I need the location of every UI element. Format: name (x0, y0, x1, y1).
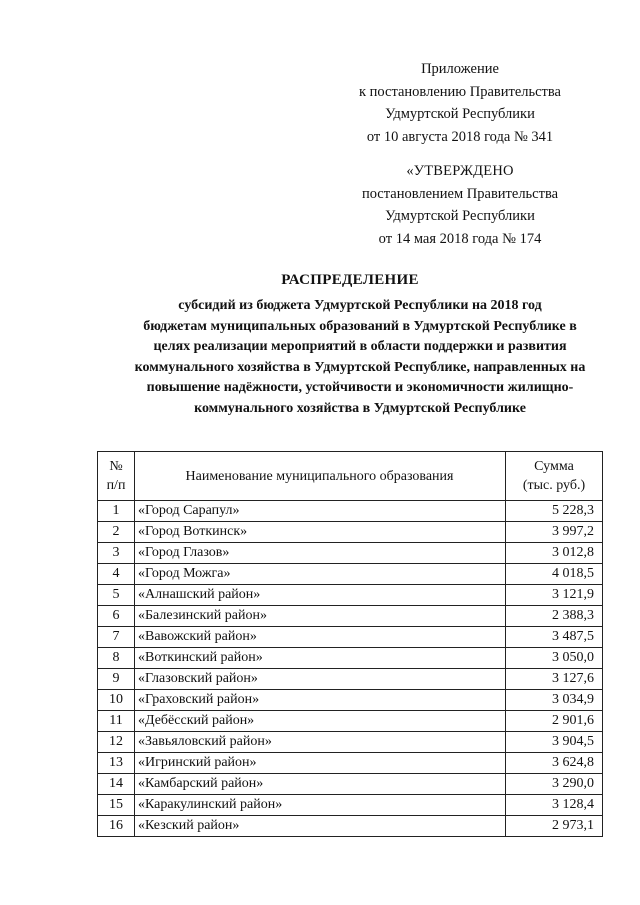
header-sum-unit: (тыс. руб.) (522, 478, 586, 493)
row-number: 3 (98, 543, 135, 564)
row-municipality: «Город Воткинск» (135, 522, 506, 543)
row-number: 11 (98, 711, 135, 732)
row-municipality: «Воткинский район» (135, 648, 506, 669)
row-number: 2 (98, 522, 135, 543)
row-municipality: «Граховский район» (135, 690, 506, 711)
subtitle-line: коммунального хозяйства в Удмуртской Республике (194, 400, 526, 416)
table-row (98, 753, 603, 774)
header-sum-label: Сумма (534, 459, 574, 474)
approved-line: от 14 мая 2018 года № 174 (378, 230, 542, 247)
row-number: 8 (98, 648, 135, 669)
appendix-line: Приложение (421, 61, 499, 77)
appendix-line: Удмуртской Республики (385, 106, 535, 122)
row-municipality: «Город Глазов» (135, 543, 506, 564)
row-number: 6 (98, 606, 135, 627)
table-row (98, 564, 603, 585)
row-municipality: «Балезинский район» (135, 606, 506, 627)
row-sum: 3 012,8 (506, 543, 603, 564)
table-row (98, 522, 603, 543)
row-number: 10 (98, 690, 135, 711)
row-sum: 2 388,3 (506, 606, 603, 627)
approved-line: постановлением Правительства (361, 185, 559, 202)
distribution-table (97, 451, 603, 837)
subtitle-line: субсидий из бюджета Удмуртской Республики на 2018 год (178, 298, 542, 313)
row-municipality: «Алнашский район» (135, 585, 506, 606)
row-sum: 3 127,6 (506, 669, 603, 690)
row-sum: 3 128,4 (506, 795, 603, 816)
subtitle-line: коммунального хозяйства в Удмуртской Республике, направленных на (134, 359, 586, 375)
header-sum (506, 452, 603, 501)
row-number: 16 (98, 816, 135, 837)
table-row (98, 648, 603, 669)
row-number: 14 (98, 774, 135, 795)
table-row (98, 732, 603, 753)
row-sum: 3 997,2 (506, 522, 603, 543)
row-municipality: «Камбарский район» (135, 774, 506, 795)
row-number: 9 (98, 669, 135, 690)
row-number: 7 (98, 627, 135, 648)
approved-line: «УТВЕРЖДЕНО (406, 163, 514, 179)
table-row (98, 711, 603, 732)
row-municipality: «Дебёсский район» (135, 711, 506, 732)
subtitle-line: бюджетам муниципальных образований в Удмуртской Республике в (143, 318, 577, 334)
row-number: 5 (98, 585, 135, 606)
row-sum: 3 290,0 (506, 774, 603, 795)
row-municipality: «Город Можга» (135, 564, 506, 585)
table-row (98, 543, 603, 564)
row-sum: 5 228,3 (506, 501, 603, 522)
row-number: 4 (98, 564, 135, 585)
row-sum: 3 034,9 (506, 690, 603, 711)
row-sum: 3 121,9 (506, 585, 603, 606)
row-sum: 3 487,5 (506, 627, 603, 648)
header-municipality: Наименование муниципального образования (135, 452, 506, 501)
row-number: 13 (98, 753, 135, 774)
approval-stamp-block (340, 160, 580, 250)
table-row (98, 795, 603, 816)
subtitle-line: повышение надёжности, устойчивости и экономичности жилищно- (146, 380, 574, 395)
appendix-line: от 10 августа 2018 года № 341 (366, 128, 554, 145)
row-sum: 2 973,1 (506, 816, 603, 837)
row-number: 12 (98, 732, 135, 753)
row-municipality: «Игринский район» (135, 753, 506, 774)
table-row (98, 669, 603, 690)
table-row (98, 501, 603, 522)
row-sum: 3 904,5 (506, 732, 603, 753)
table-row (98, 606, 603, 627)
table-row (98, 774, 603, 795)
subtitle-line: целях реализации мероприятий в области поддержки и развития (153, 339, 567, 354)
table-row (98, 816, 603, 837)
row-number: 15 (98, 795, 135, 816)
document-title: РАСПРЕДЕЛЕНИЕ (281, 272, 419, 288)
document-subtitle (80, 296, 640, 419)
row-sum: 3 624,8 (506, 753, 603, 774)
row-municipality: «Завьяловский район» (135, 732, 506, 753)
approved-line: Удмуртской Республики (385, 208, 535, 224)
header-number-symbol: № (109, 459, 123, 474)
table-row (98, 690, 603, 711)
row-municipality: «Глазовский район» (135, 669, 506, 690)
row-sum: 4 018,5 (506, 564, 603, 585)
header-number-label: п/п (106, 478, 126, 493)
appendix-block (340, 58, 580, 148)
row-sum: 3 050,0 (506, 648, 603, 669)
table-row (98, 627, 603, 648)
row-municipality: «Город Сарапул» (135, 501, 506, 522)
appendix-line: к постановлению Правительства (359, 83, 561, 100)
row-sum: 2 901,6 (506, 711, 603, 732)
table-row (98, 585, 603, 606)
row-municipality: «Каракулинский район» (135, 795, 506, 816)
row-number: 1 (98, 501, 135, 522)
header-number (98, 452, 135, 501)
row-municipality: «Вавожский район» (135, 627, 506, 648)
row-municipality: «Кезский район» (135, 816, 506, 837)
distribution-table-container (97, 451, 603, 837)
table-header-row (98, 452, 603, 501)
